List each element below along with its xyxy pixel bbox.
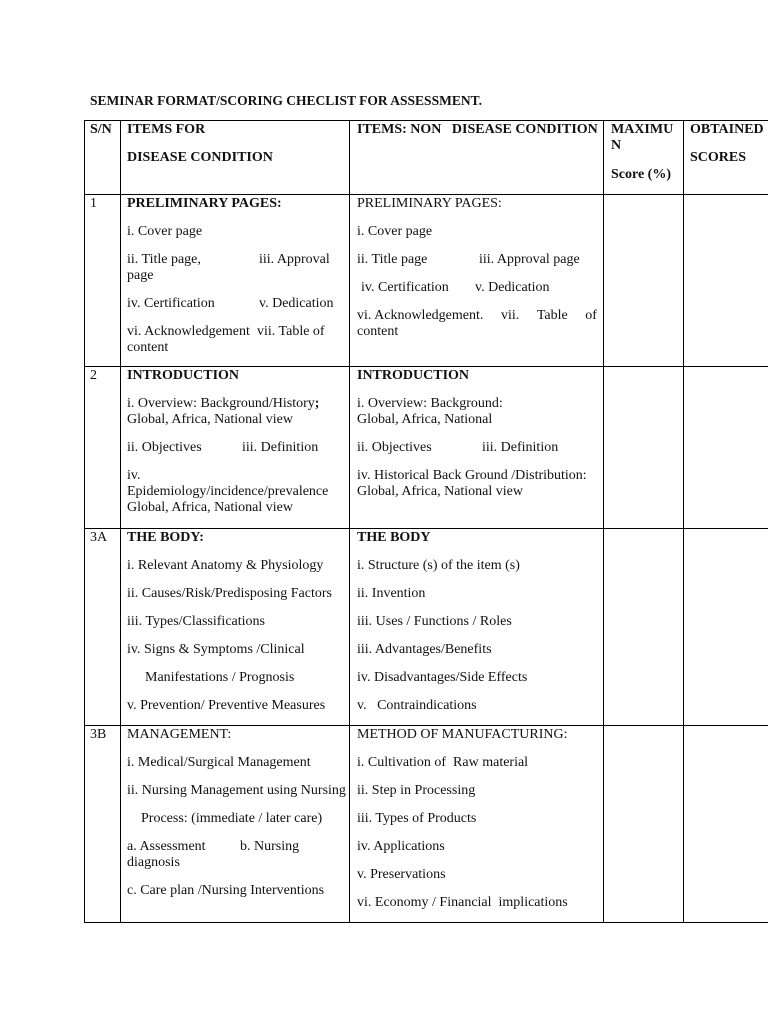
row1-nondisease-toc-3: of xyxy=(585,308,597,323)
row2-disease-overview xyxy=(127,396,319,412)
row3b-disease-nursing: ii. Nursing Management using Nursing xyxy=(127,783,346,798)
row1-nondisease-cover: i. Cover page xyxy=(357,224,433,239)
row2-nondisease-heading: INTRODUCTION xyxy=(357,368,470,383)
row3b-nondisease-item: iv. Applications xyxy=(357,839,445,854)
row2-sn: 2 xyxy=(90,368,97,383)
header-divider xyxy=(84,194,768,195)
row-divider-1 xyxy=(84,366,768,367)
row1-nondisease-ack-line xyxy=(357,308,597,324)
row1-sn: 1 xyxy=(90,196,97,211)
row2-disease-heading: INTRODUCTION xyxy=(127,368,240,383)
col-border-left xyxy=(84,120,85,923)
row3a-nondisease-item: i. Structure (s) of the item (s) xyxy=(357,558,520,573)
header-items-for: ITEMS FOR xyxy=(127,122,206,137)
row1-nondisease-approval: iii. Approval page xyxy=(479,252,580,267)
header-obtained: OBTAINED xyxy=(690,122,764,137)
row3a-disease-item: iii. Types/Classifications xyxy=(127,614,265,629)
document-title: SEMINAR FORMAT/SCORING CHECLIST FOR ASSESSMENT. xyxy=(90,93,482,108)
row1-disease-toc-cont: content xyxy=(127,340,169,355)
row3a-disease-item: ii. Causes/Risk/Predisposing Factors xyxy=(127,586,332,601)
header-scores: SCORES xyxy=(690,150,747,165)
table-bottom-border xyxy=(84,922,768,923)
row1-disease-heading: PRELIMINARY PAGES: xyxy=(127,196,282,211)
row1-nondisease-toc-cont: content xyxy=(357,324,399,339)
row2-nondisease-objectives: ii. Objectives xyxy=(357,440,432,455)
row2-nondisease-overview: i. Overview: Background: xyxy=(357,396,503,411)
row2-disease-definition: iii. Definition xyxy=(242,440,319,455)
row3b-nondisease-heading: METHOD OF MANUFACTURING: xyxy=(357,727,568,742)
row3b-disease-nursing-process: Process: (immediate / later care) xyxy=(141,811,323,826)
row1-disease-toc: vii. Table of xyxy=(257,324,325,339)
header-score-percent: Score (%) xyxy=(611,167,671,182)
row-divider-3 xyxy=(84,725,768,726)
row2-disease-objectives: ii. Objectives xyxy=(127,440,202,455)
row3a-nondisease-item: iv. Disadvantages/Side Effects xyxy=(357,670,528,685)
row3a-nondisease-item: v. Contraindications xyxy=(357,698,477,713)
row1-disease-approval-cont: page xyxy=(127,268,154,283)
row2-nondisease-history: iv. Historical Back Ground /Distribution: xyxy=(357,468,587,483)
row3a-disease-item: i. Relevant Anatomy & Physiology xyxy=(127,558,324,573)
row2-nondisease-definition: iii. Definition xyxy=(482,440,559,455)
row3a-nondisease-item: iii. Uses / Functions / Roles xyxy=(357,614,512,629)
row1-disease-title: ii. Title page, xyxy=(127,252,201,267)
row3b-disease-medical: i. Medical/Surgical Management xyxy=(127,755,311,770)
header-disease-condition: DISEASE CONDITION xyxy=(127,150,273,165)
header-maximum-2: N xyxy=(611,138,622,153)
row3a-sn: 3A xyxy=(90,530,108,545)
row2-disease-overview-text: i. Overview: Background/History xyxy=(127,396,315,411)
row1-disease-cover: i. Cover page xyxy=(127,224,203,239)
row3a-disease-item: Manifestations / Prognosis xyxy=(145,670,295,685)
row1-nondisease-acknowledgement: vi. Acknowledgement. xyxy=(357,308,484,323)
header-maximum-1: MAXIMU xyxy=(611,122,674,137)
row3b-disease-care-plan: c. Care plan /Nursing Interventions xyxy=(127,883,325,898)
row1-nondisease-certification: iv. Certification xyxy=(361,280,449,295)
row3b-disease-assessment: a. Assessment xyxy=(127,839,206,854)
header-items-non-disease: ITEMS: NON DISEASE CONDITION xyxy=(357,122,598,137)
col-border-3 xyxy=(603,120,604,923)
table-top-border xyxy=(84,120,768,121)
checklist-table xyxy=(84,120,768,923)
row3a-disease-item: iv. Signs & Symptoms /Clinical xyxy=(127,642,305,657)
row2-disease-overview-cont: Global, Africa, National view xyxy=(127,412,294,427)
row3b-sn: 3B xyxy=(90,727,107,742)
row2-disease-epidemiology: iv. xyxy=(127,468,141,483)
row1-nondisease-toc-2: Table xyxy=(536,308,568,323)
row1-disease-certification: iv. Certification xyxy=(127,296,215,311)
row3a-disease-heading: THE BODY: xyxy=(127,530,204,545)
row3b-nondisease-item: iii. Types of Products xyxy=(357,811,477,826)
row1-nondisease-heading: PRELIMINARY PAGES: xyxy=(357,196,502,211)
row3b-disease-diagnosis: b. Nursing xyxy=(240,839,300,854)
row3b-disease-heading: MANAGEMENT: xyxy=(127,727,232,742)
row3b-disease-diagnosis-cont: diagnosis xyxy=(127,855,180,870)
row2-disease-epidemiology-cont: Epidemiology/incidence/prevalence xyxy=(127,484,329,499)
row3a-nondisease-item: iii. Advantages/Benefits xyxy=(357,642,492,657)
row3b-nondisease-item: vi. Economy / Financial implications xyxy=(357,895,568,910)
row3b-nondisease-item: i. Cultivation of Raw material xyxy=(357,755,529,770)
row1-nondisease-toc-1: vii. xyxy=(500,308,520,323)
col-border-2 xyxy=(349,120,350,923)
row3a-nondisease-heading: THE BODY xyxy=(357,530,431,545)
row2-disease-overview-semicolon: ; xyxy=(314,396,320,411)
col-border-4 xyxy=(683,120,684,923)
col-border-1 xyxy=(120,120,121,923)
row2-nondisease-overview-cont: Global, Africa, National xyxy=(357,412,493,427)
row2-disease-epidemiology-scope: Global, Africa, National view xyxy=(127,500,294,515)
row1-disease-dedication: v. Dedication xyxy=(259,296,334,311)
row1-disease-acknowledgement: vi. Acknowledgement xyxy=(127,324,250,339)
row1-nondisease-title: ii. Title page xyxy=(357,252,428,267)
row3a-disease-item: v. Prevention/ Preventive Measures xyxy=(127,698,326,713)
row2-nondisease-history-cont: Global, Africa, National view xyxy=(357,484,524,499)
row1-disease-approval: iii. Approval xyxy=(259,252,330,267)
row1-nondisease-dedication: v. Dedication xyxy=(475,280,550,295)
row3b-nondisease-item: ii. Step in Processing xyxy=(357,783,476,798)
row-divider-2 xyxy=(84,528,768,529)
row3b-nondisease-item: v. Preservations xyxy=(357,867,446,882)
header-sn: S/N xyxy=(90,122,112,137)
row3a-nondisease-item: ii. Invention xyxy=(357,586,426,601)
